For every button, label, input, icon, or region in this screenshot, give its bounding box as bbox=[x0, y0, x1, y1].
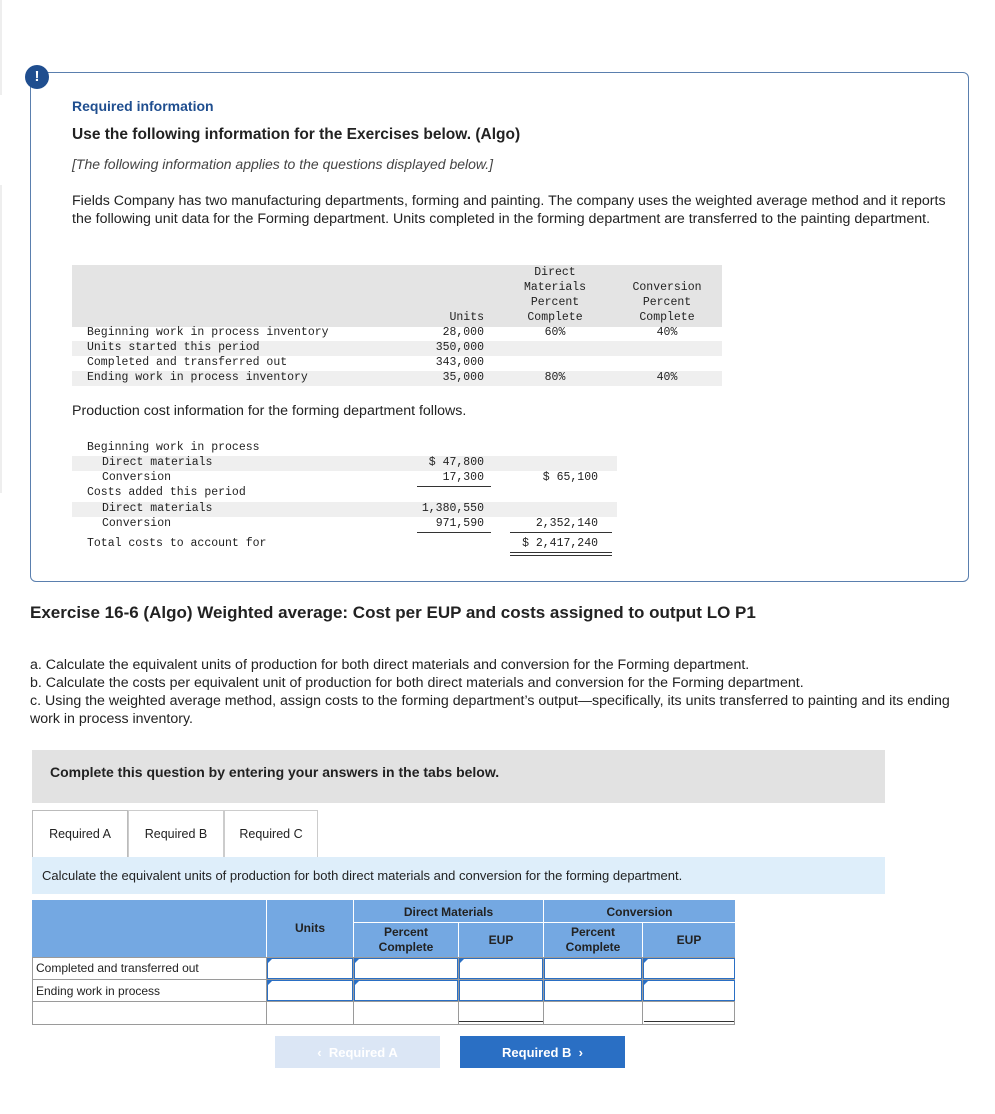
completed-conv-pct-input[interactable] bbox=[544, 958, 642, 979]
conv-header-1: Conversion bbox=[632, 281, 702, 294]
next-button[interactable] bbox=[460, 1036, 625, 1068]
row-units: 28,000 bbox=[442, 326, 484, 339]
units-header: Units bbox=[449, 311, 484, 324]
add-conv-label: Conversion bbox=[102, 517, 172, 530]
conv-pct-header: Percent Complete bbox=[565, 925, 621, 954]
unit-data-table bbox=[72, 265, 722, 390]
complete-text: Complete this question by entering your answers in the tabs below. bbox=[50, 764, 500, 780]
conv-header-2: Percent bbox=[642, 296, 692, 309]
row-completed-label: Completed and transferred out bbox=[36, 961, 199, 975]
add-dm-value: 1,380,550 bbox=[421, 502, 484, 515]
completed-conv-eup-input[interactable] bbox=[643, 958, 735, 979]
ending-dm-pct-input[interactable] bbox=[354, 980, 458, 1001]
prev-button-label: Required A bbox=[328, 1045, 398, 1060]
production-cost-text: Production cost information for the forming department follows. bbox=[72, 403, 467, 419]
dm-pct-header: Percent Complete bbox=[378, 925, 434, 954]
input-marker-icon bbox=[643, 958, 649, 964]
beg-dm-label: Direct materials bbox=[102, 456, 213, 469]
dm-header-4: Complete bbox=[527, 311, 583, 324]
input-marker-icon bbox=[267, 980, 273, 986]
beg-wip-label: Beginning work in process bbox=[87, 441, 260, 454]
exercise-parts bbox=[30, 656, 970, 728]
conv-col-header: Conversion bbox=[606, 905, 673, 919]
row-label: Completed and transferred out bbox=[87, 356, 288, 369]
add-total-value: 2,352,140 bbox=[535, 517, 598, 530]
input-marker-icon bbox=[354, 980, 360, 986]
row-units: 35,000 bbox=[442, 371, 484, 384]
chevron-right-icon: › bbox=[571, 1045, 583, 1060]
tab-instruction-bar bbox=[32, 857, 885, 894]
ending-conv-eup-input[interactable] bbox=[643, 980, 735, 1001]
part-b: b. Calculate the costs per equivalent unit of production for both direct materials and conversion for the Forming department. bbox=[30, 675, 804, 691]
answer-grid bbox=[32, 900, 735, 1025]
ending-units-input[interactable] bbox=[267, 980, 353, 1001]
tab-required-c[interactable]: Required C bbox=[224, 810, 318, 857]
dm-header-3: Percent bbox=[530, 296, 580, 309]
dm-col-header: Direct Materials bbox=[403, 905, 494, 919]
part-a: a. Calculate the equivalent units of production for both direct materials and conversion for the Forming department. bbox=[30, 657, 750, 673]
add-conv-value: 971,590 bbox=[435, 517, 484, 530]
dm-header-2: Materials bbox=[523, 281, 587, 294]
input-marker-icon bbox=[459, 958, 465, 964]
cost-table bbox=[72, 440, 617, 560]
completed-dm-pct-input[interactable] bbox=[354, 958, 458, 979]
completed-dm-eup-input[interactable] bbox=[459, 958, 543, 979]
row-dm: 60% bbox=[544, 326, 566, 339]
ending-dm-eup-input[interactable] bbox=[459, 980, 543, 1001]
beg-total-value: $ 65,100 bbox=[542, 471, 598, 484]
ending-conv-pct-input[interactable] bbox=[544, 980, 642, 1001]
row-label: Beginning work in process inventory bbox=[87, 326, 329, 339]
beg-conv-label: Conversion bbox=[102, 471, 172, 484]
exercise-title: Exercise 16-6 (Algo) Weighted average: Cost per EUP and costs assigned to output LO P1 bbox=[30, 603, 756, 622]
total-label: Total costs to account for bbox=[87, 537, 267, 550]
row-label: Ending work in process inventory bbox=[87, 371, 308, 384]
dm-eup-header: EUP bbox=[488, 933, 514, 947]
row-ending-label: Ending work in process bbox=[36, 984, 161, 998]
next-button-label: Required B bbox=[502, 1045, 572, 1060]
prev-button[interactable] bbox=[275, 1036, 440, 1068]
complete-banner bbox=[32, 750, 885, 803]
input-marker-icon bbox=[267, 958, 273, 964]
conv-eup-header: EUP bbox=[676, 933, 702, 947]
beg-dm-value: $ 47,800 bbox=[428, 456, 484, 469]
row-conv: 40% bbox=[656, 326, 678, 339]
beg-conv-value: 17,300 bbox=[442, 471, 484, 484]
tab-required-a[interactable]: Required A bbox=[32, 810, 128, 857]
intro-paragraph: Fields Company has two manufacturing departments, forming and painting. The company uses the weighted average method and it reports the following unit data for the Forming department. Units completed in the forming department are transferred to the painting department. bbox=[72, 193, 946, 227]
completed-units-input[interactable] bbox=[267, 958, 353, 979]
grand-total-value: $ 2,417,240 bbox=[522, 537, 598, 550]
units-col-header: Units bbox=[295, 921, 325, 935]
alert-icon: ! bbox=[25, 65, 49, 89]
input-marker-icon bbox=[354, 958, 360, 964]
part-c: c. Using the weighted average method, assign costs to the forming department’s output—specifically, its units transferred to painting and its ending work in process inventory. bbox=[30, 693, 950, 727]
dm-header-1: Direct bbox=[534, 266, 576, 279]
left-edge-decoration bbox=[0, 185, 2, 493]
left-edge-decoration bbox=[0, 0, 2, 95]
row-label: Units started this period bbox=[87, 341, 260, 354]
add-dm-label: Direct materials bbox=[102, 502, 213, 515]
info-heading: Use the following information for the Exercises below. (Algo) bbox=[72, 126, 521, 143]
row-dm: 80% bbox=[544, 371, 566, 384]
conv-header-3: Complete bbox=[639, 311, 695, 324]
input-marker-icon bbox=[643, 980, 649, 986]
tab-required-b[interactable]: Required B bbox=[128, 810, 224, 857]
tab-instruction: Calculate the equivalent units of production for both direct materials and conversion for the forming department. bbox=[42, 868, 683, 883]
row-units: 350,000 bbox=[435, 341, 484, 354]
required-info-label: Required information bbox=[72, 98, 214, 114]
row-units: 343,000 bbox=[435, 356, 484, 369]
chevron-left-icon: ‹ bbox=[317, 1045, 329, 1060]
row-conv: 40% bbox=[656, 371, 678, 384]
applies-note: [The following information applies to the questions displayed below.] bbox=[72, 156, 494, 172]
added-label: Costs added this period bbox=[87, 486, 246, 499]
